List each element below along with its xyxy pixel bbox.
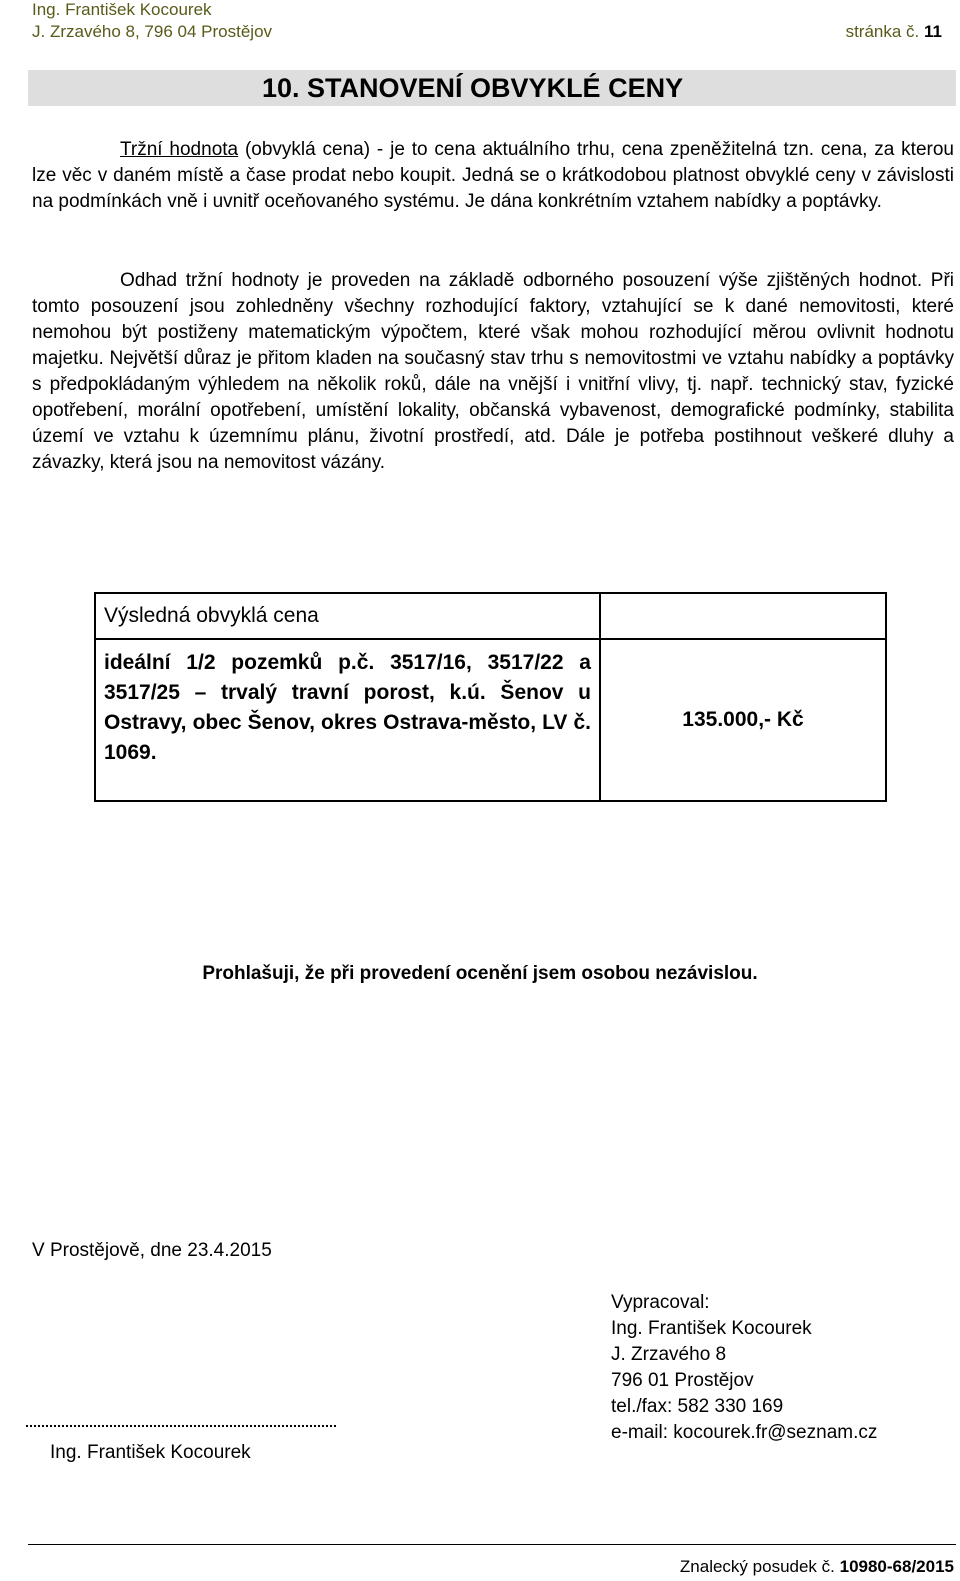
result-price: 135.000,- Kč [600,639,886,801]
footer-number: 10980-68/2015 [839,1557,954,1576]
market-value-term: Tržní hodnota [120,139,239,160]
paragraph-estimate [32,268,954,476]
header-author: Ing. František Kocourek [32,0,212,19]
page-number: 11 [924,22,942,41]
header-page [846,22,942,42]
result-description-cell [95,639,600,801]
prepared-by-email: e-mail: kocourek.fr@seznam.cz [611,1422,878,1443]
place-date: V Prostějově, dne 23.4.2015 [32,1240,272,1261]
paragraph-market-value [32,137,954,215]
header-address: J. Zrzavého 8, 796 04 Prostějov [32,22,273,41]
prepared-by-phone: tel./fax: 582 330 169 [611,1396,784,1417]
prepared-by-block [611,1290,877,1446]
prepared-by-label: Vypracoval: [611,1292,710,1313]
signature-line [26,1425,336,1427]
signature-name: Ing. František Kocourek [50,1442,251,1463]
section-title: 10. STANOVENÍ OBVYKLÉ CENY [262,73,684,103]
prepared-by-name: Ing. František Kocourek [611,1318,812,1339]
result-description: ideální 1/2 pozemků p.č. 3517/16, 3517/22 a 3517/25 – trvalý travní porost, k.ú. Šenov u Ostravy, obec Šenov, okres Ostrava-město, LV č. 1069. [104,651,591,764]
footer [680,1556,954,1578]
result-title: Výsledná obvyklá cena [104,604,319,627]
prepared-by-street: J. Zrzavého 8 [611,1344,727,1365]
footer-divider [28,1544,956,1545]
page-label: stránka č. [845,22,920,41]
result-empty-cell [600,593,886,639]
result-title-cell [95,593,600,639]
paragraph1-text: (obvyklá cena) - je to cena aktuálního trhu, cena zpeněžitelná tzn. cena, za kterou lze věc v daném místě a čase prodat nebo koupit. Jedná se o krátkodobou platnost obvyklé ceny v závislosti na podmínkách vně i uvnitř oceňovaného systému. Je dána konkrétním vztahem nabídky a poptávky. [32,139,954,212]
paragraph2-text: Odhad tržní hodnoty je proveden na základě odborného posouzení výše zjištěných hodnot. Při tomto posouzení jsou zohledněny všechny rozhodující faktory, vztahující se k dané nemovitosti, které nemohou být postiženy matematickým výpočtem, které však mohou rozhodující měrou ovlivnit hodnotu majetku. Největší důraz je přitom kladen na současný stav trhu s nemovitostmi ve vztahu nabídky a poptávky s předpokládaným výhledem na několik roků, dále na vnější i vnitřní vlivy, tj. např. technický stav, fyzické opotřebení, morální opotřebení, umístění lokality, občanská vybavenost, demografické podmínky, stabilita území ve vztahu k územnímu plánu, životní prostředí, atd. Dále je potřeba postihnout veškeré dluhy a závazky, která jsou na nemovitost vázány. [32,270,954,473]
footer-label: Znalecký posudek č. [679,1557,835,1576]
declaration: Prohlašuji, že při provedení ocenění jsem osobou nezávislou. [202,963,758,984]
prepared-by-city: 796 01 Prostějov [611,1370,754,1391]
result-table [94,592,887,802]
